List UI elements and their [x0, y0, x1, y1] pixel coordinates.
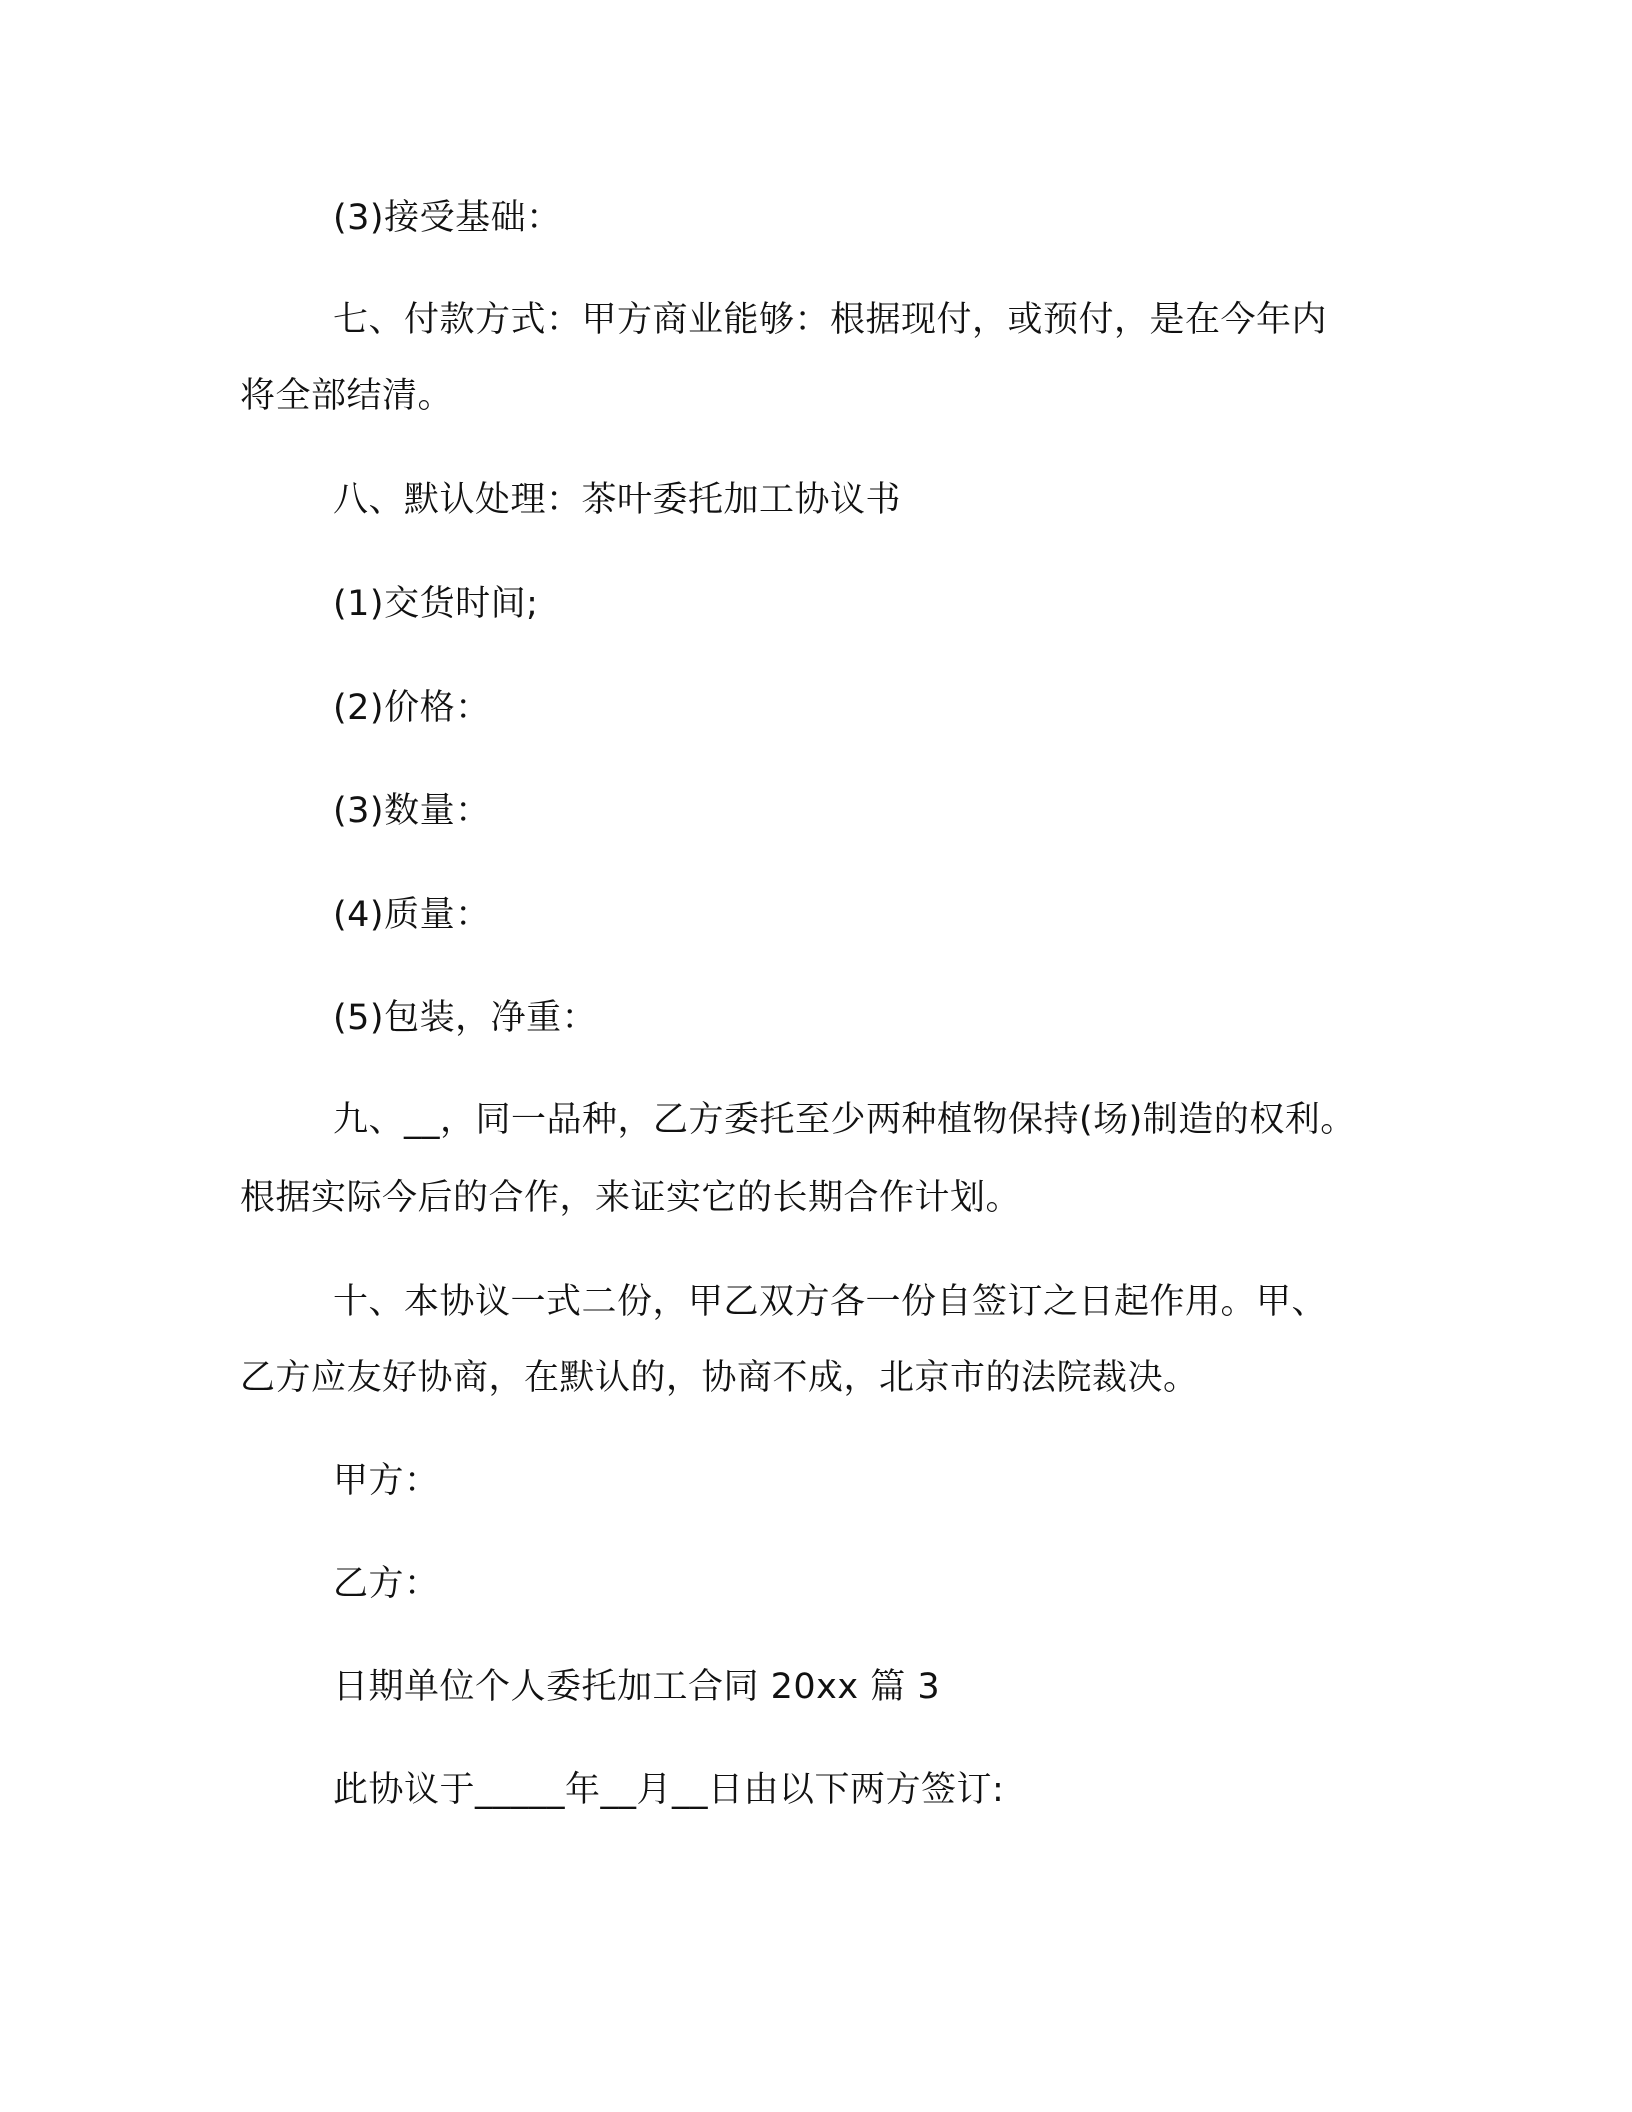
clause-8-payment-line1: 七、付款方式：甲方商业能够：根据现付，或预付，是在今年内: [333, 300, 1328, 340]
agreement-date-line: 此协议于_____年__月__日由以下两方签订:: [333, 1770, 1005, 1810]
clause-9-default-heading: 八、默认处理：茶叶委托加工协议书: [333, 480, 902, 520]
item-price: (2)价格：: [333, 688, 491, 728]
clause-9-rights-line2: 根据实际今后的合作，来证实它的长期合作计划。: [240, 1178, 1022, 1218]
item-quality: (4)质量：: [333, 895, 491, 935]
clause-10-copies-line2: 乙方应友好协商，在默认的，协商不成，北京市的法院裁决。: [240, 1358, 1199, 1398]
item-quantity: (3)数量：: [333, 791, 491, 831]
item-delivery-time: (1)交货时间;: [333, 584, 539, 624]
clause-10-copies-line1: 十、本协议一式二份，甲乙双方各一份自签订之日起作用。甲、: [333, 1282, 1328, 1322]
party-a-label: 甲方：: [333, 1461, 440, 1501]
clause-7-3-acceptance: (3)接受基础：: [333, 198, 562, 238]
item-packaging-weight: (5)包装，净重：: [333, 998, 598, 1038]
clause-9-rights-line1: 九、__，同一品种，乙方委托至少两种植物保持(场)制造的权利。: [333, 1100, 1356, 1140]
clause-8-payment-line2: 将全部结清。: [240, 376, 454, 416]
party-b-label: 乙方：: [333, 1564, 440, 1604]
section-3-title: 日期单位个人委托加工合同 20xx 篇 3: [333, 1667, 941, 1707]
